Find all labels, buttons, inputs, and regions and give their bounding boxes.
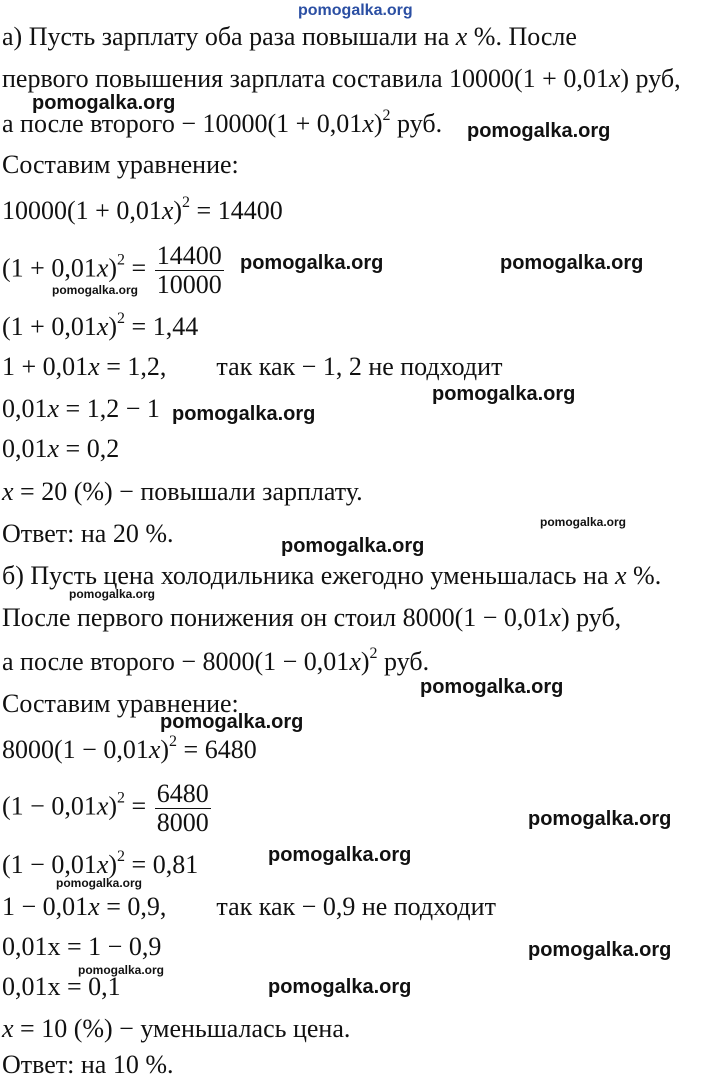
part-a-second-raise: а после второго − $10000(1 + 0,01x)^2$ руб. <box>2 107 443 138</box>
part-b-result: x = 10 (%) − уменьшалась цена. <box>2 1014 351 1043</box>
watermark: pomogalka.org <box>32 92 176 114</box>
part-b-equation: $8000(1 - 0,01x)^2 = 6480$ <box>2 733 257 764</box>
part-a-step: 0,01x = 1,2 − 1 <box>2 394 160 423</box>
watermark: pomogalka.org <box>52 283 139 297</box>
part-a-step: $(1 + 0,01x)^2 = 1,44$ <box>2 310 199 341</box>
watermark: pomogalka.org <box>69 587 156 601</box>
watermark: pomogalka.org <box>500 252 644 274</box>
watermark: pomogalka.org <box>528 808 672 830</box>
part-b-step: 0,01x = 0,1 <box>2 972 121 1001</box>
watermark: pomogalka.org <box>56 876 143 890</box>
watermark: pomogalka.org <box>268 976 412 998</box>
part-b-step: 1 − 0,01x = 0,9, так как − 0,9 не подходит <box>2 892 496 921</box>
part-a-step: 0,01x = 0,2 <box>2 434 120 463</box>
part-a-first-raise: первого повышения зарплата составила 10000(1 + 0,01x) руб, <box>2 64 681 93</box>
part-a-result: x = 20 (%) − повышали зарплату. <box>2 477 363 506</box>
watermark: pomogalka.org <box>268 844 412 866</box>
part-a-condition: а) Пусть зарплату оба раза повышали на x %. После <box>2 22 577 51</box>
watermark: pomogalka.org <box>160 711 304 733</box>
part-a-fraction-step: $(1 + 0,01x)^2$ = $\frac{14400}{10000}$ <box>2 241 222 299</box>
watermark: pomogalka.org <box>432 383 576 405</box>
watermark-top: pomogalka.org <box>298 2 413 19</box>
watermark: pomogalka.org <box>240 252 384 274</box>
part-a-equation-heading: Составим уравнение: <box>2 150 239 179</box>
watermark: pomogalka.org <box>281 535 425 557</box>
watermark: pomogalka.org <box>540 515 627 529</box>
part-b-second-drop: а после второго − $8000(1 - 0,01x)^2$ руб. <box>2 645 430 676</box>
watermark: pomogalka.org <box>528 939 672 961</box>
fraction: $\frac{6480}{8000}$ <box>156 779 209 837</box>
watermark: pomogalka.org <box>467 120 611 142</box>
part-b-step: 0,01x = 1 − 0,9 <box>2 932 162 961</box>
watermark: pomogalka.org <box>78 963 165 977</box>
watermark: pomogalka.org <box>420 676 564 698</box>
part-b-step: $(1 - 0,01x)^2 = 0,81$ <box>2 848 199 879</box>
part-a-step: 1 + 0,01x = 1,2, так как − 1, 2 не подходит <box>2 352 503 381</box>
part-b-fraction-step: $(1 - 0,01x)^2$ = $\frac{6480}{8000}$ <box>2 779 209 837</box>
part-b-answer: Ответ: на 10 %. <box>2 1050 174 1079</box>
part-b-condition: б) Пусть цена холодильника ежегодно уменьшалась на x %. <box>2 561 662 590</box>
watermark: pomogalka.org <box>172 403 316 425</box>
part-a-answer: Ответ: на 20 %. <box>2 519 174 548</box>
part-b-first-drop: После первого понижения он стоил 8000(1 − 0,01x) руб, <box>2 603 622 632</box>
part-b-equation-heading: Составим уравнение: <box>2 689 239 718</box>
fraction: $\frac{14400}{10000}$ <box>156 241 222 299</box>
part-a-equation: $10000(1 + 0,01x)^2 = 14400$ <box>2 194 283 225</box>
